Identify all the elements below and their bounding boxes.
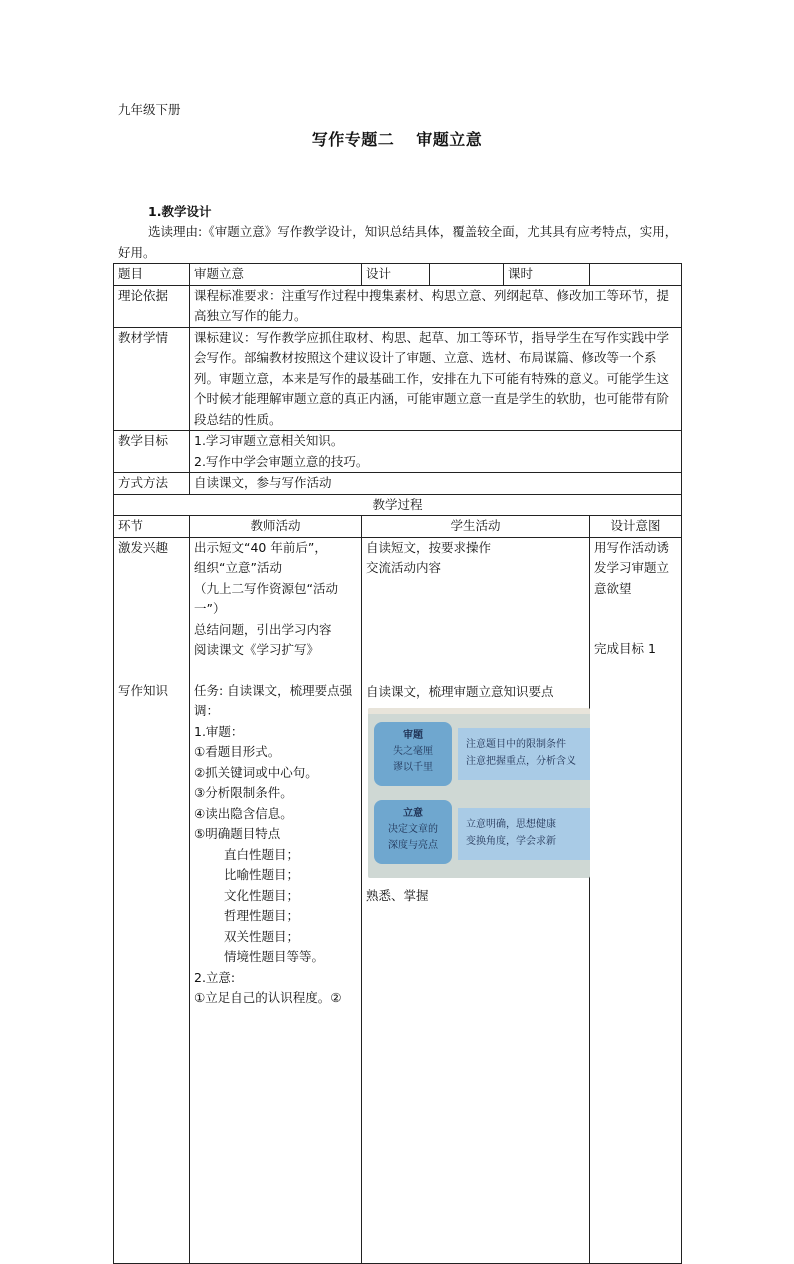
- cell-intent: [590, 537, 682, 1263]
- cell-material-label: 教材学情: [114, 327, 190, 431]
- teacher-line: 阅读课文《学习扩写》: [194, 642, 320, 657]
- cell-design-label: 设计: [362, 264, 430, 286]
- panel-liyi: 立意明确，思想健康 变换角度，学会求新: [458, 808, 590, 860]
- topic-type: 直白性题目；: [224, 846, 300, 862]
- teacher-line: ④读出隐含信息。: [194, 805, 293, 821]
- intent-text: 用写作活动诱发学习审题立意欲望: [594, 539, 670, 596]
- row-theory: [114, 285, 682, 327]
- teacher-line: 2.立意:: [194, 969, 236, 985]
- goal-item: 1.学习审题立意相关知识。: [194, 433, 344, 448]
- title-part-b: 审题立意: [416, 130, 483, 149]
- intent-text: 完成目标 1: [594, 641, 656, 656]
- cell-method-label: 方式方法: [114, 473, 190, 495]
- page-title: [0, 127, 794, 150]
- textbook-photo: [368, 708, 590, 878]
- stage-name: 激发兴趣: [118, 539, 169, 555]
- header-intent: 设计意图: [590, 516, 682, 538]
- badge-shenti: 审题 失之毫厘 谬以千里: [374, 722, 452, 786]
- cell-student-activities: [362, 537, 590, 1263]
- cell-topic-label: 题目: [114, 264, 190, 286]
- row-material: [114, 327, 682, 431]
- topic-type: 文化性题目；: [224, 887, 300, 903]
- cell-design-value: [430, 264, 504, 286]
- cell-stage-names: [114, 537, 190, 1263]
- cell-teacher-activities: [190, 537, 362, 1263]
- stage-name: 写作知识: [118, 683, 169, 698]
- header-stage: 环节: [114, 516, 190, 538]
- header-teacher: 教师活动: [190, 516, 362, 538]
- row-stages: [114, 537, 682, 1263]
- cell-theory-label: 理论依据: [114, 285, 190, 327]
- teacher-line: 出示短文“40 年前后”，: [194, 539, 327, 555]
- teacher-line: ③分析限制条件。: [194, 785, 293, 800]
- process-title: 教学过程: [114, 494, 682, 516]
- header-student: 学生活动: [362, 516, 590, 538]
- teacher-line: 总结问题，引出学习内容: [194, 621, 332, 637]
- row-col-headers: [114, 516, 682, 538]
- student-line: 自读课文，梳理审题立意知识要点: [366, 683, 554, 699]
- student-line: 熟悉、掌握: [366, 888, 429, 903]
- student-line: 交流活动内容: [366, 560, 442, 575]
- cell-period-label: 课时: [504, 264, 590, 286]
- section-heading: 1.教学设计: [148, 204, 212, 219]
- teacher-line: 组织“立意”活动: [194, 560, 282, 575]
- cell-period-value: [590, 264, 682, 286]
- selection-reason: 选读理由:《审题立意》写作教学设计，知识总结具体，覆盖较全面，尤其具有应考特点，实用，好用。: [118, 224, 678, 260]
- teacher-line: 任务: 自读课文，梳理要点强调：: [194, 682, 353, 718]
- row-topic: [114, 264, 682, 286]
- grade-label: 九年级下册: [118, 102, 181, 117]
- teacher-line: ⑤明确题目特点: [194, 826, 281, 841]
- topic-type: 情境性题目等等。: [224, 949, 325, 964]
- cell-topic-value: 审题立意: [190, 264, 362, 286]
- cell-goal-label: 教学目标: [114, 431, 190, 473]
- row-process-title: [114, 494, 682, 516]
- teacher-line: ②抓关键词或中心句。: [194, 764, 318, 780]
- cell-goal-text: [190, 431, 682, 473]
- badge-liyi: 立意 决定文章的 深度与亮点: [374, 800, 452, 864]
- teacher-line: 1.审题：: [194, 723, 244, 739]
- goal-item: 2.写作中学会审题立意的技巧。: [194, 453, 369, 469]
- panel-shenti: 注意题目中的限制条件 注意把握重点，分析含义: [458, 728, 590, 780]
- topic-type: 比喻性题目；: [224, 867, 300, 882]
- lesson-plan-table: [113, 263, 682, 1264]
- teacher-line: （九上二写作资源包“活动一”）: [194, 580, 338, 616]
- topic-type: 哲理性题目；: [224, 908, 300, 923]
- cell-theory-text: 课程标准要求：注重写作过程中搜集素材、构思立意、列纲起草、修改加工等环节，提高独立写作的能力。: [190, 285, 682, 327]
- title-part-a: 写作专题二: [311, 130, 395, 149]
- cell-method-text: 自读课文，参与写作活动: [190, 473, 682, 495]
- row-goal: [114, 431, 682, 473]
- topic-type: 双关性题目；: [224, 928, 300, 944]
- teacher-line: ①立足自己的认识程度。②: [194, 990, 342, 1005]
- student-line: 自读短文，按要求操作: [366, 539, 492, 555]
- cell-material-text: 课标建议：写作教学应抓住取材、构思、起草、加工等环节，指导学生在写作实践中学会写作。部编教材按照这个建议设计了审题、立意、选材、布局谋篇、修改等一个系列。审题立意，本来是写作的最基础工作，安排在九下可能有特殊的意义。可能学生这个时候才能理解审题立意的真正内涵，可能审题立意一直是学生的软肋，也可能带有阶段总结的性质。: [190, 327, 682, 431]
- row-method: [114, 473, 682, 495]
- teacher-line: ①看题目形式。: [194, 744, 281, 759]
